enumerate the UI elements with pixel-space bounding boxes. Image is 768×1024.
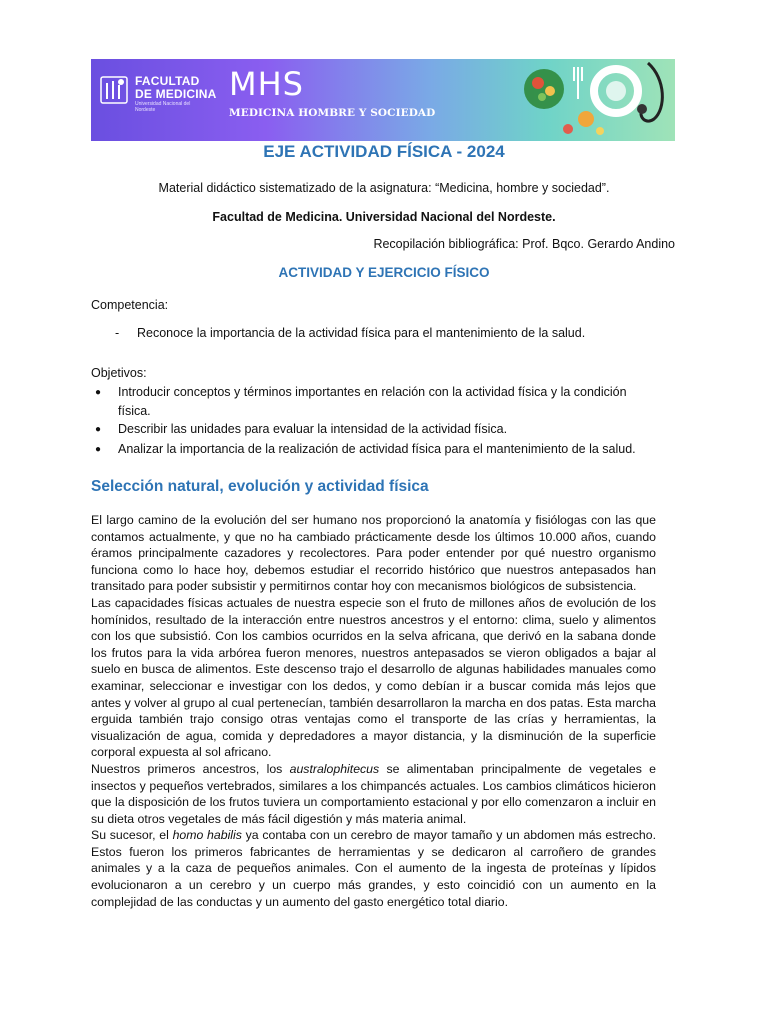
bullet-icon: ● [95, 424, 102, 435]
objetivo-item [95, 383, 660, 421]
objetivo-text: Introducir conceptos y términos importantes en relación con la actividad física y la condición física. [118, 385, 627, 418]
section-title: ACTIVIDAD Y EJERCICIO FÍSICO [278, 265, 490, 280]
paragraph-text: Su sucesor, el [91, 828, 173, 843]
section-heading: Selección natural, evolución y actividad física [91, 478, 429, 495]
faculty-line: Facultad de Medicina. Universidad Nacional del Nordeste. [212, 210, 556, 224]
logo-small-text: Universidad Nacional del Nordeste [135, 101, 191, 113]
banner-subtitle: MEDICINA HOMBRE Y SOCIEDAD [229, 107, 436, 119]
species-name: australophitecus [289, 761, 380, 776]
body-text [91, 512, 656, 910]
competencia-label: Competencia: [91, 298, 169, 312]
objetivos-label: Objetivos: [91, 366, 147, 380]
paragraph: El largo camino de la evolución del ser humano nos proporcionó la anatomía y fisiólogas con las que contamos actualmente, y que no ha cambiado prácticamente desde los últimos 10.000 años, cuando éramos principalmente cazadores y recolectores. Para poder entender por qué nuestro organismo funciona como lo hace hoy, debemos estudiar el recorrido histórico que nuestros antepasados han transitado para poder subsistir y permitirnos contar hoy con mecanismos biológicos de subsistencia. [91, 513, 656, 594]
logo-line2: DE MEDICINA [135, 87, 217, 101]
header-banner [91, 59, 675, 141]
bullet-icon: ● [95, 444, 102, 455]
objetivo-text: Analizar la importancia de la realización de actividad física para el mantenimiento de la salud. [118, 442, 636, 456]
logo-line1: FACULTAD [135, 74, 200, 88]
material-line: Material didáctico sistematizado de la asignatura: “Medicina, hombre y sociedad”. [158, 181, 610, 195]
paragraph-text: ya contaba con un cerebro de mayor tamaño y un abdomen más estrecho. Estos fueron los primeros fabricantes de herramientas y se dedicaron al carroñero de grandes animales y a la caza de pequeños animales. Con el aumento de la ingesta de proteínas y lípidos evolucionaron a un cerebro y un cuerpo más grandes, y esto coincidió con un aumento en la complejidad de las conductas y un aumento del gasto energético total diario. [91, 828, 656, 909]
health-collage-illustration [516, 59, 675, 141]
paragraph [91, 761, 656, 827]
paragraph-text: se alimentaban principalmente de vegetales e insectos y pequeños vertebrados, similares a los chimpancés actuales. Los cambios climáticos hicieron que la disposición de los frutos tuviera un comportamiento estacional y por ello comenzaron a incluir en su dieta otros vegetales de más fácil digestión y más materia animal. [91, 761, 656, 826]
competencia-item [115, 326, 585, 340]
page-title: EJE ACTIVIDAD FÍSICA - 2024 [263, 142, 505, 161]
objetivo-item [95, 420, 660, 439]
paragraph [91, 827, 656, 910]
bullet-icon: ● [95, 387, 102, 398]
dash-marker: - [115, 326, 120, 340]
paragraph-text: Nuestros primeros ancestros, los [91, 761, 290, 776]
objetivo-item [95, 440, 660, 459]
faculty-logo [99, 73, 219, 113]
university-emblem-icon [99, 73, 129, 107]
compilation-line: Recopilación bibliográfica: Prof. Bqco. Gerardo Andino [373, 237, 675, 251]
banner-title: MHS [229, 65, 304, 103]
paragraph: Las capacidades físicas actuales de nuestra especie son el fruto de millones años de evolución de los homínidos, resultado de la interacción entre nuestros ancestros y el entorno: clima, suelo y alimentos con los que subsistió. Con los cambios ocurridos en la selva africana, que derivó en la sabana donde los frutos para la vida arbórea fueron menores, nuestros antepasados se vieron obligados a bajar al suelo en busca de alimentos. Este descenso trajo el desarrollo de algunas habilidades manuales como examinar, seleccionar e investigar con los dedos, y como debían ir a buscar comida más lejos que antes y volver al grupo al cual pertenecían, también desarrollaron la marcha en dos patas. Esta marcha erguida también trajo consigo otras ventajas como el transporte de las crías y herramientas, la visualización de agua, comida y depredadores a mayor distancia, y la disminución de la superficie corporal expuesta al sol africano. [91, 595, 656, 760]
competencia-text: Reconoce la importancia de la actividad física para el mantenimiento de la salud. [137, 326, 586, 340]
species-name: homo habilis [172, 828, 242, 843]
objetivo-text: Describir las unidades para evaluar la intensidad de la actividad física. [118, 422, 508, 436]
